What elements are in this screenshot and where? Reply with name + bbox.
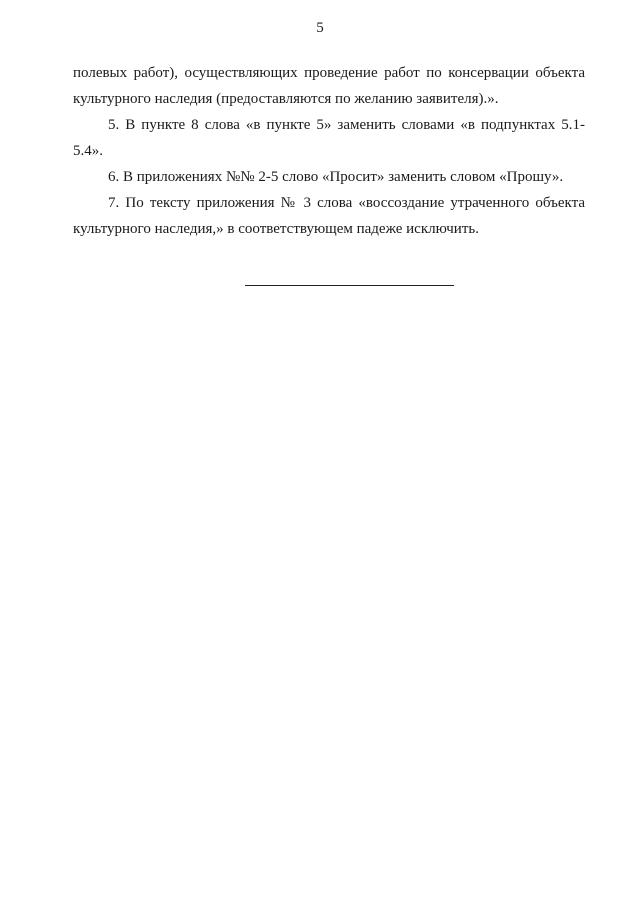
page-number: 5 bbox=[316, 20, 324, 36]
paragraph-item-6: 6. В приложениях №№ 2-5 слово «Просит» заменить словом «Прошу». bbox=[108, 169, 564, 185]
paragraph-item-7: 7. По тексту приложения № 3 слова «воссоздание утраченного объекта культурного наследия,» в соответствующем падеже исключить. bbox=[73, 195, 585, 237]
end-separator-line bbox=[245, 285, 454, 286]
paragraph-item-5: 5. В пункте 8 слова «в пункте 5» заменить словами «в подпунктах 5.1-5.4». bbox=[73, 117, 585, 159]
document-body bbox=[73, 60, 585, 242]
paragraph-continuation: полевых работ), осуществляющих проведение работ по консервации объекта культурного наследия (предоставляются по желанию заявителя).». bbox=[73, 65, 585, 107]
